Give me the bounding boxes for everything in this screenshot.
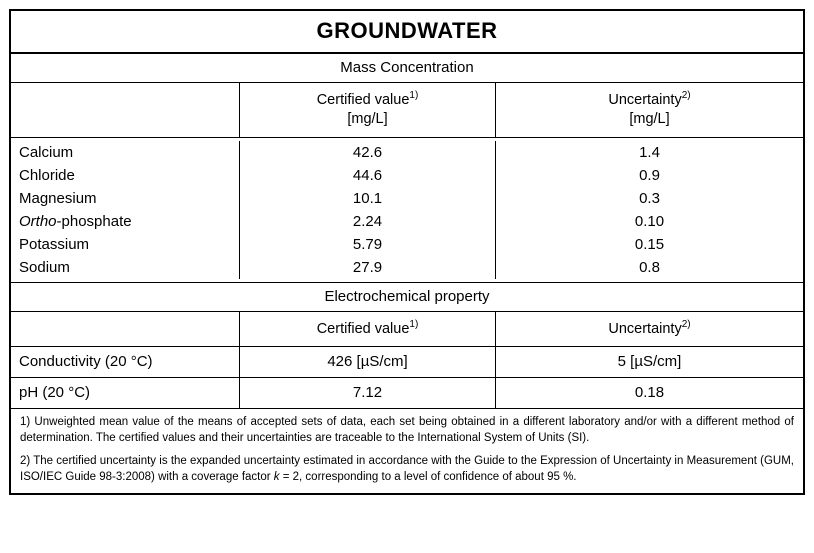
table-row [11,256,803,279]
cell-uncertainty: 0.15 [495,233,803,256]
footnote-1-text: Unweighted mean value of the means of accepted sets of data, each set being obtained in a different laboratory and/or with a different method of determination. The certified values and their uncertainties are traceable to the International System of Units (SI). [20,416,794,444]
cell-analyte: Magnesium [19,189,97,207]
cell-analyte: Sodium [19,258,70,276]
cell-property: Conductivity (20 °C) [19,353,153,371]
electrochemical-header-row [11,312,803,347]
footnotes-block [11,409,803,493]
mass-concentration-header-row [11,83,803,138]
footnote-2-marker: 2) [20,455,31,468]
cell-analyte [11,210,239,233]
table-row [11,141,803,164]
header-cell-property [11,312,239,346]
header-certified-label: Certified value [316,91,410,108]
section-band-electrochemical-property [11,283,803,312]
cell-certified-value: 5.79 [239,233,495,256]
footnote-2-text-after: = 2, corresponding to a level of confidence of about 95 %. [279,470,577,483]
header-uncertainty-label: Uncertainty [608,91,682,108]
table-row [11,233,803,256]
certificate-table [9,9,805,495]
table-row [11,378,803,409]
table-title-row [11,11,803,54]
mass-concentration-rows [11,138,803,283]
header-cell-certified-value [239,312,495,346]
footnote-2-symbol: k [273,470,280,483]
table-row [11,164,803,187]
cell-uncertainty: 1.4 [495,141,803,164]
cell-uncertainty: 0.9 [495,164,803,187]
table-row [11,187,803,210]
header-cell-analyte [11,83,239,137]
footnote-ref-2: 2) [681,318,691,330]
header-uncertainty-label: Uncertainty [608,320,682,337]
header-cell-certified-value [239,83,495,137]
table-row [11,210,803,233]
header-certified-unit: [mg/L] [347,111,388,128]
header-certified-label: Certified value [316,320,410,337]
footnote-ref-1: 1) [409,90,419,101]
cell-certified-value: 7.12 [239,378,495,408]
section-label: Mass Concentration [340,59,474,76]
cell-analyte: Potassium [19,235,90,253]
page-title: GROUNDWATER [316,18,498,43]
cell-analyte: Chloride [19,166,75,184]
cell-certified-value: 42.6 [239,141,495,164]
cell-certified-value: 27.9 [239,256,495,279]
footnote-ref-2: 2) [681,90,691,101]
cell-certified-value: 426 [µS/cm] [239,347,495,377]
cell-analyte-prefix: Ortho [19,212,57,230]
cell-uncertainty: 0.3 [495,187,803,210]
cell-certified-value: 2.24 [239,210,495,233]
header-uncertainty-unit: [mg/L] [629,111,670,128]
footnote-ref-1: 1) [409,318,419,330]
header-cell-uncertainty [495,312,803,346]
header-cell-uncertainty [495,83,803,137]
cell-property: pH (20 °C) [19,384,91,402]
footnote-1 [20,415,794,446]
footnote-1-marker: 1) [20,416,31,429]
footnote-2 [20,454,794,485]
cell-uncertainty: 0.8 [495,256,803,279]
cell-uncertainty: 0.18 [495,378,803,408]
cell-certified-value: 44.6 [239,164,495,187]
cell-analyte: Calcium [19,143,74,161]
table-row [11,347,803,378]
cell-analyte-suffix: -phosphate [56,212,132,230]
cell-uncertainty: 5 [µS/cm] [495,347,803,377]
footnote-2-text-before: The certified uncertainty is the expanded uncertainty estimated in accordance with the Guide to the Expression of Uncertainty in Measurement (GUM, ISO/IEC Guide 98-3:2008) with a coverage factor [20,455,794,483]
section-band-mass-concentration [11,54,803,83]
cell-uncertainty: 0.10 [495,210,803,233]
cell-certified-value: 10.1 [239,187,495,210]
section-label: Electrochemical property [324,287,490,305]
